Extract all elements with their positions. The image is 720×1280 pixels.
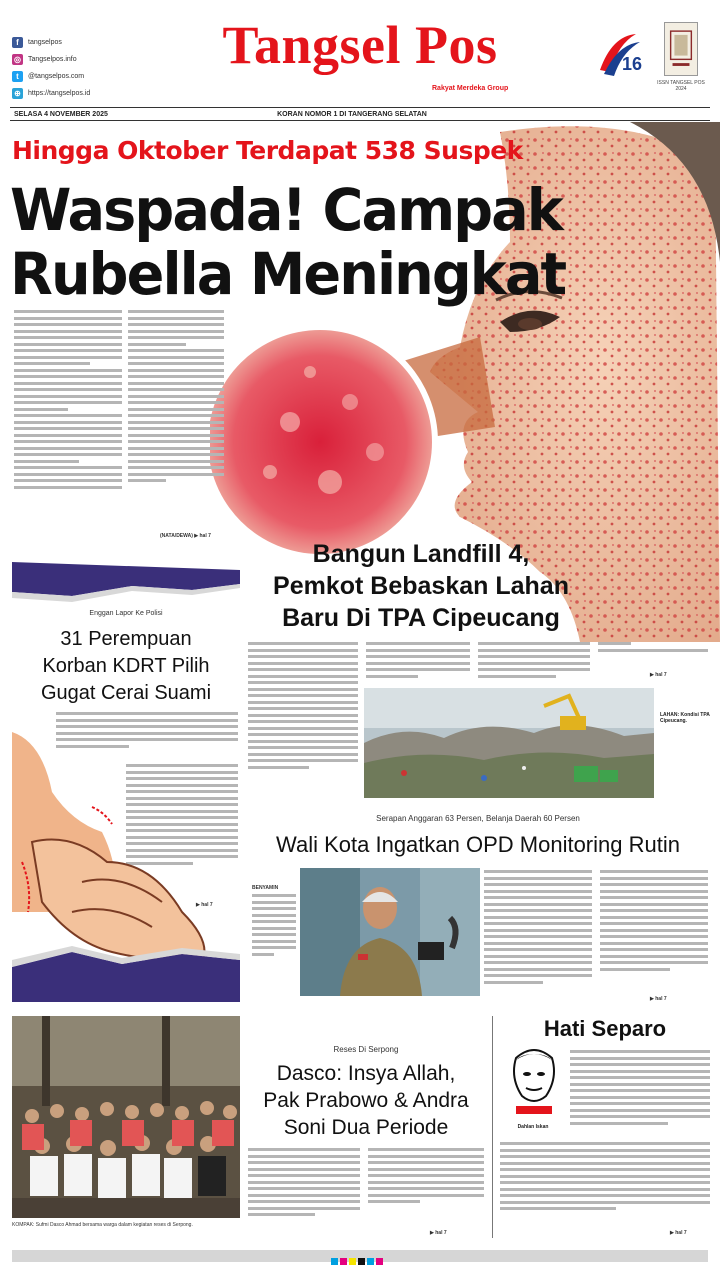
column-credit[interactable]: ▶ hal 7 bbox=[670, 1230, 687, 1236]
social-web[interactable] bbox=[12, 85, 90, 102]
anniversary-number: 16 bbox=[622, 54, 643, 74]
landfill-body-col2 bbox=[366, 642, 470, 684]
web-icon: ⊕ bbox=[12, 88, 23, 99]
instagram-icon: ◎ bbox=[12, 54, 23, 65]
masthead bbox=[0, 0, 720, 108]
walikota-photo[interactable] bbox=[300, 868, 480, 996]
landfill-headline[interactable] bbox=[246, 538, 596, 634]
kdrt-hands-illustration bbox=[12, 712, 240, 1002]
color-swatch bbox=[331, 1258, 338, 1265]
social-label: @tangselpos.com bbox=[28, 73, 85, 80]
social-links bbox=[12, 34, 90, 102]
column-title[interactable]: Hati Separo bbox=[543, 1016, 667, 1041]
seal-icon bbox=[664, 22, 698, 76]
reses-body-col2 bbox=[368, 1148, 484, 1220]
social-label: tangselpos bbox=[28, 39, 62, 46]
color-swatch bbox=[340, 1258, 347, 1265]
lead-body-col1 bbox=[14, 310, 122, 540]
kdrt-headline-line: 31 Perempuan bbox=[60, 628, 192, 650]
column-body-bottom bbox=[500, 1142, 710, 1224]
reses-photo-caption: KOMPAK: Sufmi Dasco Ahmad bersama warga dalam kegiatan reses di Serpong. bbox=[12, 1222, 193, 1228]
kdrt-headline[interactable] bbox=[12, 626, 240, 707]
lead-body-col2 bbox=[128, 310, 224, 530]
column-body-top bbox=[570, 1050, 710, 1136]
seal-caption: ISSN TANGSEL POS 2024 bbox=[657, 80, 705, 92]
reses-credit[interactable]: ▶ hal 7 bbox=[430, 1230, 447, 1236]
twitter-icon: t bbox=[12, 71, 23, 82]
reses-photo[interactable] bbox=[12, 1016, 240, 1218]
columnist-name: Dahlan Iskan bbox=[517, 1124, 549, 1130]
walikota-body-col1 bbox=[484, 870, 592, 998]
social-facebook[interactable] bbox=[12, 34, 90, 51]
reses-headline-line: Soni Dua Periode bbox=[283, 1116, 449, 1139]
walikota-kicker: Serapan Anggaran 63 Persen, Belanja Daerah 60 Persen bbox=[376, 814, 580, 823]
page-footer bbox=[12, 1250, 708, 1262]
edition-slogan: KORAN NOMOR 1 DI TANGERANG SELATAN bbox=[277, 110, 427, 118]
lead-headline-line: Rubella Meningkat bbox=[10, 240, 566, 308]
color-swatch bbox=[367, 1258, 374, 1265]
landfill-photo[interactable] bbox=[364, 688, 654, 798]
color-swatch bbox=[349, 1258, 356, 1265]
walikota-photo-caption bbox=[252, 885, 296, 959]
social-label: https://tangselpos.id bbox=[28, 90, 91, 97]
reses-headline-line: Dasco: Insya Allah, bbox=[276, 1062, 456, 1085]
reses-body-col1 bbox=[248, 1148, 360, 1228]
social-instagram[interactable] bbox=[12, 51, 90, 68]
facebook-icon: f bbox=[12, 37, 23, 48]
dateline bbox=[10, 107, 710, 121]
social-label: Tangselpos.info bbox=[28, 56, 77, 63]
column-divider bbox=[492, 1016, 493, 1238]
lead-kicker: Hingga Oktober Terdapat 538 Suspek bbox=[12, 136, 523, 165]
landfill-headline-line: Pemkot Bebaskan Lahan bbox=[273, 572, 569, 600]
color-swatch bbox=[358, 1258, 365, 1265]
color-registration-bar bbox=[330, 1252, 384, 1270]
kdrt-headline-line: Korban KDRT Pilih bbox=[42, 655, 210, 677]
landfill-body-col1 bbox=[248, 642, 358, 802]
kdrt-credit[interactable]: ▶ hal 7 bbox=[196, 902, 213, 908]
lead-headline[interactable] bbox=[10, 178, 565, 306]
anniversary-logo bbox=[592, 30, 644, 82]
walikota-body-col2 bbox=[600, 870, 708, 992]
columnist-portrait bbox=[506, 1048, 562, 1120]
lead-headline-line: Waspada! Campak bbox=[10, 176, 562, 244]
edition-date: SELASA 4 NOVEMBER 2025 bbox=[14, 110, 108, 118]
reses-headline-line: Pak Prabowo & Andra bbox=[263, 1089, 469, 1112]
reses-headline[interactable] bbox=[246, 1060, 486, 1141]
newspaper-title[interactable]: Tangsel Pos bbox=[222, 15, 498, 75]
landfill-body-col4 bbox=[598, 642, 708, 666]
landfill-headline-line: Bangun Landfill 4, bbox=[312, 540, 530, 568]
color-swatch bbox=[376, 1258, 383, 1265]
reses-kicker: Reses Di Serpong bbox=[333, 1045, 399, 1054]
landfill-credit[interactable]: ▶ hal 7 bbox=[650, 672, 667, 678]
landfill-photo-caption: LAHAN: Kondisi TPA Cipeucang. bbox=[660, 712, 710, 724]
magnified-rash bbox=[210, 330, 432, 554]
walikota-credit[interactable]: ▶ hal 7 bbox=[650, 996, 667, 1002]
kdrt-kicker: Enggan Lapor Ke Polisi bbox=[89, 610, 163, 617]
walikota-headline[interactable]: Wali Kota Ingatkan OPD Monitoring Rutin bbox=[276, 832, 680, 857]
tagline: Rakyat Merdeka Group bbox=[432, 85, 509, 92]
social-twitter[interactable] bbox=[12, 68, 90, 85]
caption-title: BENYAMIN bbox=[252, 885, 279, 891]
kdrt-headline-line: Gugat Cerai Suami bbox=[40, 682, 212, 704]
kdrt-banner-graphic bbox=[12, 562, 240, 604]
landfill-headline-line: Baru Di TPA Cipeucang bbox=[282, 604, 560, 632]
landfill-body-col3 bbox=[478, 642, 590, 684]
lead-credit[interactable]: (NATA/DEWA) ▶ hal 7 bbox=[160, 533, 211, 539]
